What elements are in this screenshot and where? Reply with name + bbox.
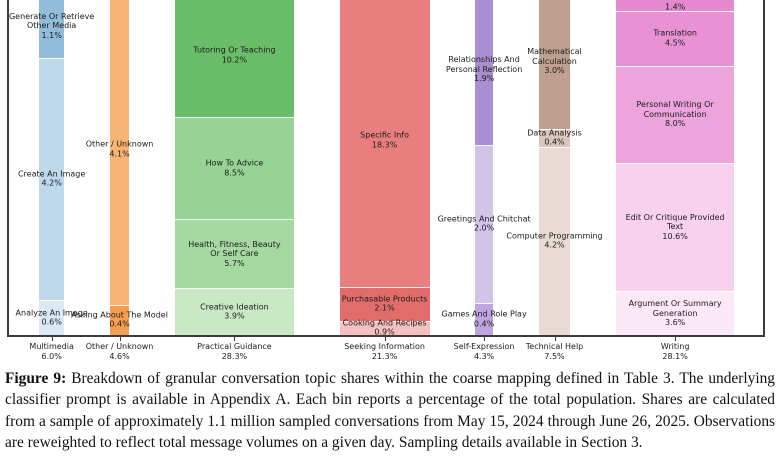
mosaic-segment-write-fiction — [616, 0, 735, 11]
mosaic-segment-how-to-advice — [175, 117, 294, 219]
segment-name: Mathematical Calculation — [527, 47, 582, 66]
mosaic-segment-analyze-an-image — [39, 300, 64, 335]
segment-value: 18.3% — [371, 140, 398, 150]
x-axis-label-self-expression — [454, 342, 515, 361]
x-axis-tick — [675, 337, 676, 341]
figure-caption-number: Figure 9: — [5, 370, 67, 387]
segment-value: 3.9% — [224, 311, 245, 321]
segment-name: Games And Role Play — [441, 309, 527, 319]
category-name: Writing — [660, 342, 690, 351]
mosaic-segment-cooking-and-recipes — [340, 321, 430, 335]
y-axis-spine-left — [7, 0, 9, 337]
segment-name: Other / Unknown — [85, 139, 154, 149]
segment-name: Purchasable Products — [341, 294, 428, 304]
segment-name: Computer Programming — [506, 231, 603, 241]
segment-name: Relationships And Personal Reflection — [445, 55, 523, 74]
segment-name: Edit Or Critique Provided Text — [625, 212, 725, 232]
segment-name: Argument Or Summary Generation — [628, 298, 722, 318]
category-name: Technical Help — [525, 342, 584, 351]
segment-name: Creative Ideation — [200, 302, 269, 311]
x-axis-line — [7, 335, 765, 337]
segment-value: 10.6% — [662, 231, 688, 241]
segment-value: 4.5% — [664, 38, 686, 48]
x-axis-tick — [52, 337, 53, 341]
segment-name: How To Advice — [205, 158, 264, 168]
mosaic-column-practical-guidance — [175, 0, 294, 335]
mosaic-segment-generate-or-retrieve-other-media — [39, 0, 64, 58]
mosaic-column-seeking-information — [340, 0, 430, 335]
segment-name: Specific Info — [360, 130, 410, 140]
segment-name: Translation — [653, 28, 697, 38]
segment-value: 2.0% — [473, 223, 495, 233]
mosaic-segment-translation — [616, 11, 735, 66]
category-total: 4.6% — [109, 351, 130, 361]
x-axis-label-technical-help — [526, 342, 584, 361]
mosaic-segment-edit-or-critique-provided-text — [616, 163, 735, 292]
segment-value: 0.4% — [544, 137, 565, 147]
mosaic-segment-games-and-role-play — [475, 303, 493, 335]
x-axis-tick — [484, 337, 485, 341]
segment-value: 0.9% — [374, 327, 395, 337]
mosaic-segment-greetings-and-chitchat — [475, 145, 493, 304]
segment-name: Generate Or Retrieve Other Media — [8, 11, 95, 31]
segment-value: 4.2% — [41, 178, 62, 188]
x-axis-label-practical-guidance — [197, 342, 272, 361]
segment-name: Health, Fitness, Beauty Or Self Care — [188, 239, 281, 258]
segment-value: 1.4% — [664, 2, 686, 12]
segment-name: Tutoring Or Teaching — [193, 45, 276, 55]
mosaic-segment-data-analysis — [539, 129, 571, 147]
x-axis-label-multimedia — [29, 342, 73, 361]
category-total: 28.3% — [221, 351, 248, 361]
x-axis-tick — [555, 337, 556, 341]
category-name: Practical Guidance — [197, 342, 272, 351]
mosaic-segment-mathematical-calculation — [539, 0, 571, 129]
segment-value: 8.5% — [224, 168, 245, 178]
segment-name: Analyze An Image — [15, 308, 88, 318]
segment-name: Personal Writing Or Communication — [636, 99, 714, 119]
mosaic-segment-computer-programming — [539, 147, 571, 335]
category-total: 28.1% — [662, 351, 688, 361]
segment-value: 3.0% — [544, 66, 565, 76]
figure-caption-text: Breakdown of granular conversation topic shares within the coarse mapping defined in Table 3. The underlying classifier prompt is available in Appendix A. Each bin reports a percentage of the total population. Shares are calculated from a sample of approximately 1.1 million sampled conversations from May 15, 2024 through June 26, 2025. Observations are reweighted to reflect total message volumes on a given day. Sampling details available in Section 3. — [5, 370, 776, 452]
x-axis-label-other-unknown — [86, 342, 154, 361]
mosaic-column-multimedia — [8, 0, 95, 335]
segment-name: Greetings And Chitchat — [437, 214, 531, 224]
segment-value: 8.0% — [664, 118, 686, 128]
category-total: 6.0% — [41, 351, 62, 361]
segment-value: 5.7% — [224, 258, 245, 268]
segment-value: 2.1% — [374, 303, 395, 313]
mosaic-segment-purchasable-products — [340, 287, 430, 321]
segment-name: Create An Image — [18, 169, 86, 179]
mosaic-column-writing — [616, 0, 735, 335]
mosaic-segment-creative-ideation — [175, 288, 294, 335]
segment-value: 3.6% — [664, 317, 686, 327]
mosaic-segment-health-fitness-beauty-or-self-care — [175, 219, 294, 288]
segment-name: Cooking And Recipes — [342, 318, 427, 328]
segment-name: Data Analysis — [527, 128, 582, 138]
y-axis-spine-right — [763, 0, 765, 337]
mosaic-segment-relationships-and-personal-reflection — [475, 0, 493, 145]
segment-value: 0.4% — [473, 319, 495, 329]
mosaic-segment-argument-or-summary-generation — [616, 291, 735, 335]
category-total: 4.3% — [473, 351, 495, 361]
segment-name: Asking About The Model — [71, 310, 168, 320]
mosaic-column-self-expression — [437, 0, 531, 335]
figure-caption — [0, 368, 780, 454]
segment-value: 4.1% — [109, 149, 130, 159]
category-name: Self-Expression — [453, 342, 515, 351]
mosaic-segment-tutoring-or-teaching — [175, 0, 294, 117]
mosaic-column-technical-help — [506, 0, 603, 335]
x-axis-label-writing — [661, 342, 690, 361]
mosaic-segment-create-an-image — [39, 58, 64, 301]
category-name: Multimedia — [29, 342, 74, 351]
category-total: 21.3% — [371, 351, 398, 361]
category-name: Seeking Information — [344, 342, 425, 351]
mosaic-column-other-unknown — [71, 0, 168, 335]
segment-value: 0.4% — [109, 319, 130, 329]
segment-value: 0.6% — [41, 317, 62, 327]
x-axis-tick — [120, 337, 121, 341]
mosaic-segment-other-unknown — [110, 0, 129, 305]
segment-value: 4.2% — [544, 240, 565, 250]
mosaic-segment-specific-info — [340, 0, 430, 287]
segment-value: 10.2% — [221, 55, 248, 65]
x-axis-tick — [234, 337, 235, 341]
category-total: 7.5% — [544, 351, 565, 361]
x-axis-label-seeking-information — [344, 342, 425, 361]
mosaic-segment-asking-about-the-model — [110, 305, 129, 335]
mosaic-segment-personal-writing-or-communication — [616, 66, 735, 163]
segment-value: 1.9% — [473, 74, 495, 84]
x-axis-tick — [385, 337, 386, 341]
segment-value: 1.1% — [41, 30, 62, 40]
category-name: Other / Unknown — [85, 342, 154, 351]
